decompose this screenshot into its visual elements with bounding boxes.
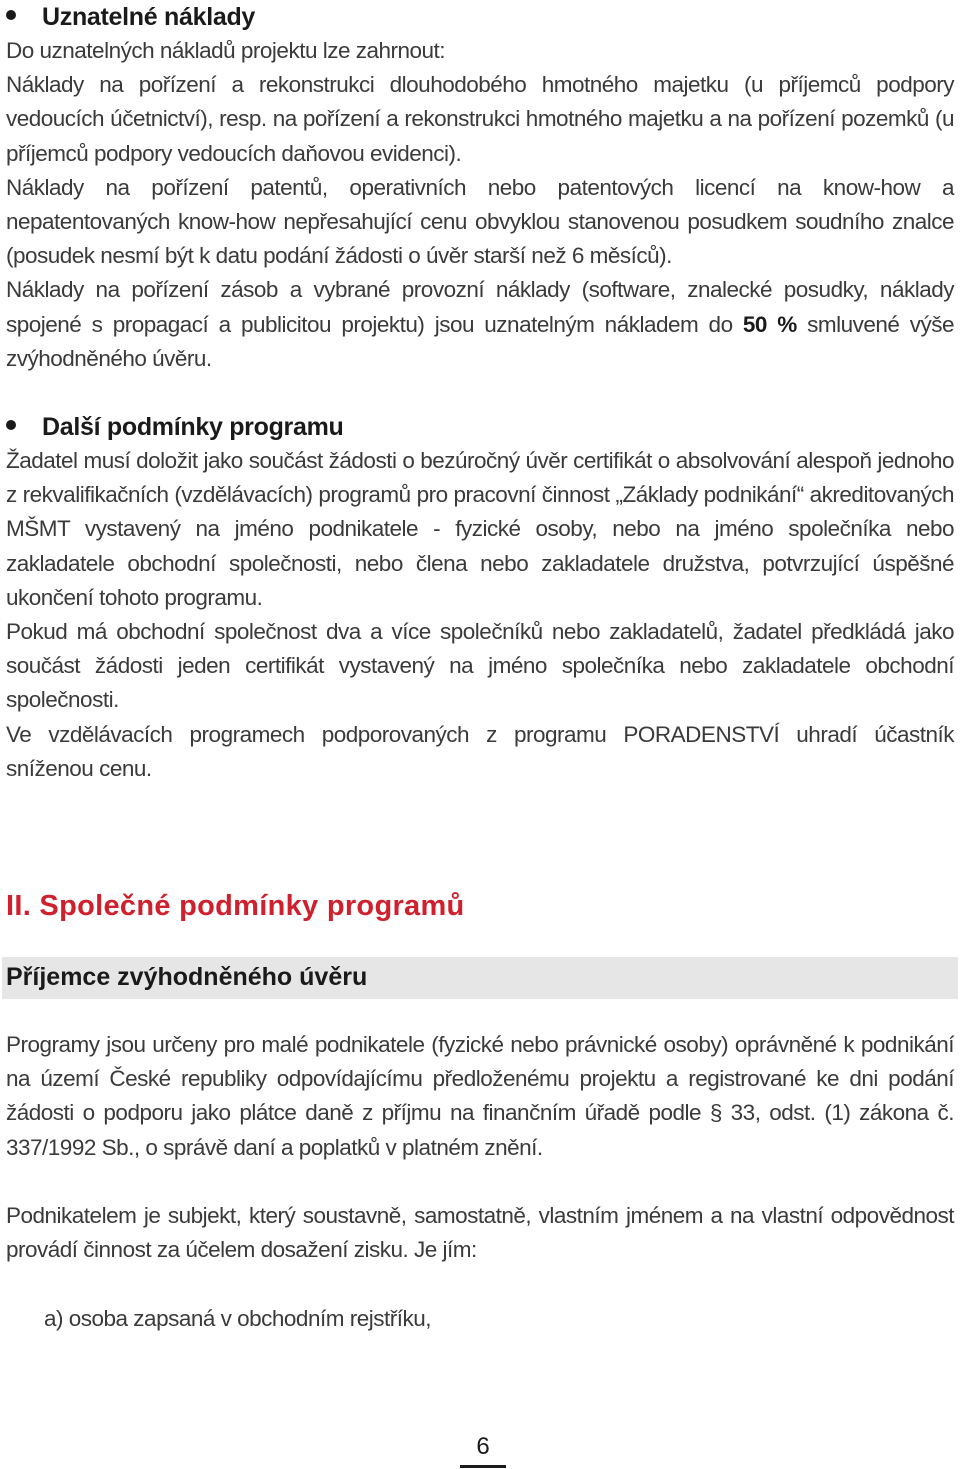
list-item-a: a) osoba zapsaná v obchodním rejstříku,	[44, 1306, 431, 1331]
page-number: 6	[476, 1433, 490, 1460]
conditions-heading-text: Další podmínky programu	[42, 413, 344, 441]
conditions-paragraph-price: Ve vzdělávacích programech podporovaných z programu PORADENSTVÍ uhradí účastník sníženou cenu.	[6, 721, 954, 781]
page-number-underline	[460, 1465, 506, 1468]
subheading: Příjemce zvýhodněného úvěru	[6, 963, 368, 991]
costs-heading-text: Uznatelné náklady	[42, 3, 256, 31]
costs-paragraph-patents: Náklady na pořízení patentů, operativních nebo patentových licencí na know-how a nepatentovaných know-how nepřesahující cenu obvyklou stanovenou posudkem soudního znalce (posudek nesmí být k datu podání žádosti o úvěr starší než 6 měsíců).	[6, 174, 954, 269]
conditions-body	[6, 444, 954, 786]
bullet-icon	[6, 420, 16, 430]
costs-paragraph-inventory	[6, 273, 954, 376]
costs-p4-before: Náklady na pořízení zásob a vybrané provozní náklady (software, znalecké posudky, náklady spojené s propagací a publicitou projektu) jsou uznatelným nákladem do	[6, 277, 954, 337]
common-paragraph-entrepreneur: Podnikatelem je subjekt, který soustavně, samostatně, vlastním jménem a na vlastní odpovědnost provádí činnost za účelem dosažení zisku. Je jím:	[6, 1203, 954, 1263]
costs-p4-percent: 50 %	[742, 311, 797, 337]
costs-p4-after: smluvené výše zvýhodněného úvěru.	[6, 311, 954, 371]
costs-paragraph-intro: Do uznatelných nákladů projektu lze zahrnout:	[6, 38, 446, 63]
bullet-icon	[6, 10, 16, 20]
common-paragraph-programs: Programy jsou určeny pro malé podnikatele (fyzické nebo právnické osoby) oprávněné k podnikání na území České republiky odpovídajícímu předloženému projektu a registrované ke dni podání žádosti o podporu jako plátce daně z příjmu na finančním úřadě podle § 33, odst. (1) zákona č. 337/1992 Sb., o správě daní a poplatků v platném znění.	[6, 1032, 954, 1160]
costs-heading	[6, 0, 255, 34]
conditions-heading	[6, 410, 344, 444]
costs-body	[6, 34, 954, 376]
section-heading: II. Společné podmínky programů	[6, 890, 465, 922]
conditions-paragraph-partners: Pokud má obchodní společnost dva a více společníků nebo zakladatelů, žadatel předkládá jako součást žádosti jeden certifikát vystavený na jméno společníka nebo zakladatele obchodní společnosti.	[6, 619, 954, 713]
costs-paragraph-property: Náklady na pořízení a rekonstrukci dlouhodobého hmotného majetku (u příjemců podpory vedoucích účetnictví), resp. na pořízení a rekonstrukci hmotného majetku a na pořízení pozemků (u příjemců podpory vedoucích daňovou evidenci).	[6, 72, 954, 166]
common-body-1	[6, 1028, 954, 1165]
conditions-paragraph-certificate: Žadatel musí doložit jako součást žádosti o bezúročný úvěr certifikát o absolvování alespoň jednoho z rekvalifikačních (vzdělávacích) programů pro pracovní činnost „Základy podnikání“ akreditovaných MŠMT vystavený na jméno podnikatele - fyzické osoby, nebo na jméno společníka nebo zakladatele obchodní společnosti, nebo člena nebo zakladatele družstva, potvrzující úspěšné ukončení tohoto programu.	[6, 448, 954, 610]
common-body-2	[6, 1199, 954, 1267]
